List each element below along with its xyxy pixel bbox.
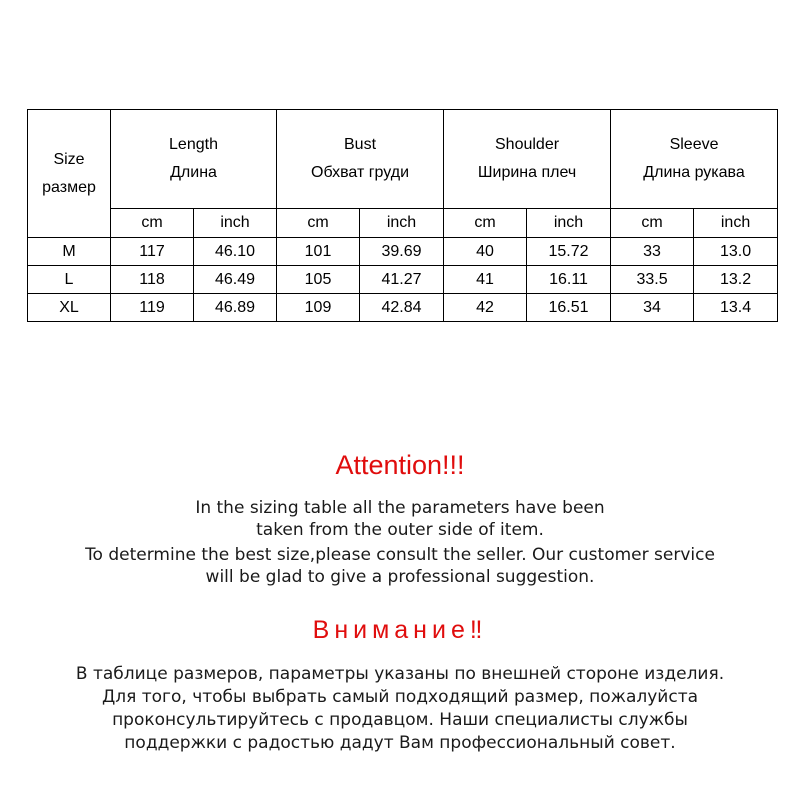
- length-header-ru: Длина: [170, 164, 217, 181]
- size-header-ru: размер: [42, 178, 96, 196]
- value-cell: 16.51: [527, 294, 611, 322]
- length-header-en: Length: [169, 136, 218, 153]
- size-cell: M: [28, 238, 111, 266]
- table-unit-row: [28, 209, 778, 238]
- sizing-note-ru-line: поддержки с радостью дадут Вам профессиональный совет.: [124, 733, 676, 753]
- bust-header-ru: Обхват груди: [311, 164, 410, 181]
- value-cell: 39.69: [360, 238, 444, 266]
- value-cell: 41: [444, 266, 527, 294]
- value-cell: 13.2: [694, 266, 778, 294]
- table-row: [28, 238, 778, 266]
- bust-header-en: Bust: [344, 136, 377, 153]
- value-cell: 118: [111, 266, 194, 294]
- size-chart-table: [27, 109, 778, 322]
- value-cell: 41.27: [360, 266, 444, 294]
- shoulder-header-cell: [444, 110, 611, 209]
- value-cell: 46.89: [194, 294, 277, 322]
- value-cell: 42: [444, 294, 527, 322]
- unit-cell: inch: [360, 209, 444, 238]
- value-cell: 119: [111, 294, 194, 322]
- sizing-note-ru-line: Для того, чтобы выбрать самый подходящий размер, пожалуйста: [101, 687, 699, 707]
- consult-note-en: [0, 544, 800, 588]
- table-row: [28, 266, 778, 294]
- sizing-note-en: [0, 497, 800, 541]
- size-header-en: Size: [53, 150, 85, 168]
- unit-cell: cm: [111, 209, 194, 238]
- table-header-row: [28, 110, 778, 209]
- attention-heading-ru: Внимание‼: [312, 616, 488, 644]
- unit-cell: cm: [444, 209, 527, 238]
- sleeve-header-ru: Длина рукава: [643, 164, 745, 181]
- value-cell: 42.84: [360, 294, 444, 322]
- length-header-cell: [111, 110, 277, 209]
- sleeve-header-en: Sleeve: [669, 136, 719, 153]
- bust-header-cell: [277, 110, 444, 209]
- value-cell: 117: [111, 238, 194, 266]
- sizing-note-ru: [0, 663, 800, 755]
- unit-cell: cm: [277, 209, 360, 238]
- unit-cell: inch: [194, 209, 277, 238]
- size-header-cell: [28, 110, 111, 238]
- value-cell: 13.0: [694, 238, 778, 266]
- value-cell: 15.72: [527, 238, 611, 266]
- sizing-note-ru-line: проконсультируйтесь с продавцом. Наши специалисты службы: [112, 710, 688, 730]
- sizing-note-line: taken from the outer side of item.: [256, 520, 544, 540]
- table-row: [28, 294, 778, 322]
- shoulder-header-ru: Ширина плеч: [477, 164, 577, 181]
- value-cell: 34: [611, 294, 694, 322]
- unit-cell: inch: [694, 209, 778, 238]
- size-cell: L: [28, 266, 111, 294]
- sleeve-header-cell: [611, 110, 778, 209]
- value-cell: 105: [277, 266, 360, 294]
- value-cell: 40: [444, 238, 527, 266]
- size-cell: XL: [28, 294, 111, 322]
- value-cell: 109: [277, 294, 360, 322]
- consult-note-line: To determine the best size,please consult the seller. Our customer service: [85, 545, 715, 565]
- unit-cell: inch: [527, 209, 611, 238]
- value-cell: 46.49: [194, 266, 277, 294]
- attention-heading-en: Attention!!!: [335, 450, 465, 480]
- value-cell: 33: [611, 238, 694, 266]
- value-cell: 101: [277, 238, 360, 266]
- value-cell: 13.4: [694, 294, 778, 322]
- sizing-note-line: In the sizing table all the parameters have been: [195, 498, 605, 518]
- value-cell: 46.10: [194, 238, 277, 266]
- sizing-note-ru-line: В таблице размеров, параметры указаны по внешней стороне изделия.: [75, 664, 725, 684]
- consult-note-line: will be glad to give a professional suggestion.: [205, 567, 595, 587]
- unit-cell: cm: [611, 209, 694, 238]
- value-cell: 16.11: [527, 266, 611, 294]
- shoulder-header-en: Shoulder: [495, 136, 560, 153]
- value-cell: 33.5: [611, 266, 694, 294]
